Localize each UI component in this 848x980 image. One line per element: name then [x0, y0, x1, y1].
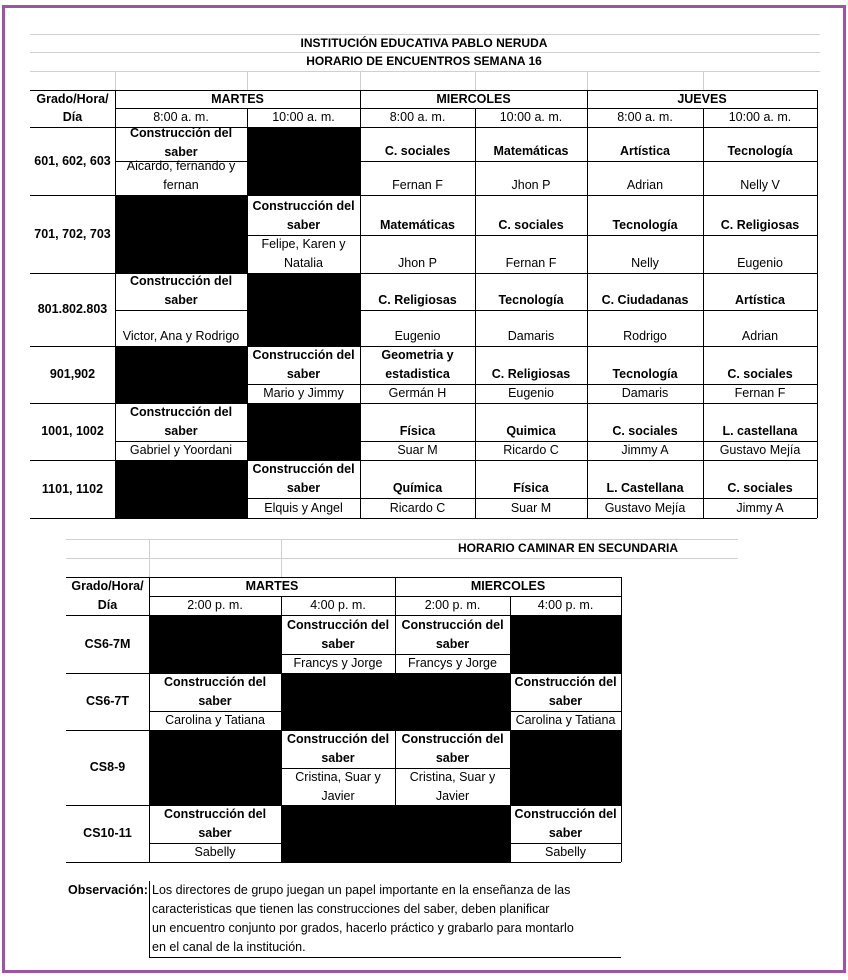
teacher-cell: Damaris: [621, 386, 669, 400]
subject-cell: L. Castellana: [606, 481, 684, 495]
teacher-cell: Ricardo C: [389, 500, 446, 515]
subject-cell: C. Religiosas: [378, 293, 457, 307]
blocked-cell: [115, 195, 247, 273]
teacher-cell: Adrian: [741, 329, 779, 343]
subject-cell: Artística: [734, 293, 786, 307]
time-header: 8:00 a. m.: [617, 110, 673, 124]
subject-cell: Construcción del saber: [252, 199, 355, 232]
sheet-gridline: [360, 71, 361, 90]
subject-cell: C. sociales: [384, 144, 451, 158]
grade-label: CS8-9: [89, 760, 126, 774]
subject-cell: Construcción del saber: [514, 675, 617, 708]
sheet-gridline: [703, 71, 704, 90]
secundaria-title: HORARIO CAMINAR EN SECUNDARIA: [457, 541, 678, 555]
table-border: [149, 957, 621, 958]
teacher-cell: Fernan F: [505, 256, 557, 270]
subject-cell: Matemáticas: [379, 218, 456, 232]
sheet-gridline: [587, 71, 588, 90]
teacher-cell: Cristina, Suar y Javier: [409, 769, 496, 803]
subject-cell: C. Religiosas: [491, 367, 571, 381]
observation-line: un encuentro conjunto por grados, hacerlo práctico y grabarlo para montarlo: [152, 921, 574, 935]
teacher-cell: Francys y Jorge: [408, 656, 497, 670]
teacher-cell: Elquis y Angel: [264, 500, 343, 515]
time-header: 10:00 a. m.: [272, 110, 335, 124]
time-header: 8:00 a. m.: [389, 110, 446, 124]
sheet-gridline: [30, 71, 820, 72]
teacher-cell: Eugenio: [508, 386, 554, 400]
observation-line: Los directores de grupo juegan un papel importante en la enseñanza de las: [152, 883, 571, 897]
subject-cell: L. castellana: [722, 424, 798, 438]
subject-cell: Tecnología: [612, 367, 678, 381]
teacher-cell: Suar M: [397, 443, 438, 457]
time-header: 2:00 p. m.: [424, 598, 481, 612]
table-border: [115, 235, 817, 236]
time-header: 4:00 p. m.: [310, 598, 366, 612]
teacher-cell: Fernan F: [734, 386, 786, 400]
teacher-cell: Victor, Ana y Rodrigo: [122, 329, 240, 343]
time-header: 8:00 a. m.: [153, 110, 209, 124]
corner-header-line1: Grado/Hora/: [36, 91, 109, 106]
subject-cell: Construcción del saber: [163, 807, 267, 840]
grade-label: 701, 702, 703: [34, 226, 111, 241]
teacher-cell: Rodrigo: [623, 329, 667, 343]
day-header-jueves: JUEVES: [677, 91, 727, 106]
blocked-cell: [149, 615, 281, 673]
subject-cell: Matemáticas: [493, 144, 569, 158]
observation-line: caracteristicas que tienen las construcciones del saber, deben planificar: [152, 902, 550, 916]
teacher-cell: Nelly: [631, 256, 659, 270]
teacher-cell: Gabriel y Yoordani: [129, 443, 233, 457]
grade-label: CS10-11: [83, 826, 132, 840]
teacher-cell: Eugenio: [394, 329, 441, 343]
subject-cell: Tecnología: [612, 218, 678, 232]
subject-cell: Construcción del saber: [401, 617, 504, 651]
teacher-cell: Ricardo C: [503, 443, 559, 457]
teacher-cell: Jimmy A: [736, 500, 784, 515]
teacher-cell: Jhon P: [511, 178, 551, 192]
grade-label: 1101, 1102: [41, 481, 104, 496]
teacher-cell: Jimmy A: [621, 443, 669, 457]
table-border: [817, 90, 818, 518]
teacher-cell: Carolina y Tatiana: [165, 713, 265, 727]
subject-cell: C. Religiosas: [720, 218, 800, 232]
subject-cell: C. sociales: [498, 218, 564, 232]
subject-cell: Construcción del saber: [514, 807, 617, 840]
corner-header-line2: Día: [62, 110, 83, 124]
teacher-cell: Francys y Jorge: [293, 656, 383, 670]
subject-cell: Artística: [619, 144, 671, 158]
time-header: 10:00 a. m.: [728, 110, 792, 124]
subject-cell: Construcción del saber: [129, 125, 233, 159]
observation-line: en el canal de la institución.: [152, 940, 306, 954]
table-border: [395, 577, 396, 862]
teacher-cell: Mario y Jimmy: [263, 386, 344, 400]
teacher-cell: Germán H: [388, 386, 447, 400]
blocked-cell: [510, 615, 621, 673]
grade-label: 601, 602, 603: [34, 153, 111, 168]
teacher-cell: Gustavo Mejía: [604, 500, 686, 515]
teacher-cell: Gustavo Mejía: [719, 443, 801, 457]
time-header: 10:00 a. m.: [499, 110, 563, 124]
subject-cell: Construcción del saber: [129, 405, 233, 438]
table-border: [30, 518, 817, 519]
subject-cell: Física: [399, 424, 436, 438]
table-border: [281, 596, 282, 862]
subject-cell: Construcción del saber: [129, 274, 233, 307]
time-header: 4:00 p. m.: [537, 598, 594, 612]
grade-label: CS6-7M: [84, 636, 131, 651]
table-border: [621, 577, 622, 862]
blocked-cell: [247, 403, 360, 460]
teacher-cell: Aicardo, fernando y fernan: [126, 159, 236, 192]
subject-cell: C. Ciudadanas: [601, 293, 689, 307]
day-header-martes: MARTES: [245, 579, 299, 593]
corner-header-line2: Día: [97, 598, 118, 612]
subject-cell: Construcción del saber: [252, 348, 355, 381]
corner-header-line1: Grado/Hora/: [71, 579, 144, 593]
observation-label: Observación:: [68, 883, 148, 897]
subject-cell: Construcción del saber: [286, 617, 390, 651]
subject-cell: Construcción del saber: [252, 462, 355, 495]
sheet-gridline: [66, 558, 738, 559]
subject-cell: Quimica: [506, 424, 556, 438]
time-header: 2:00 p. m.: [187, 598, 243, 612]
day-header-miercoles: MIERCOLES: [470, 579, 546, 593]
blocked-cell: [115, 346, 247, 403]
subject-cell: Construcción del saber: [401, 732, 504, 765]
table-border: [30, 460, 817, 461]
teacher-cell: Carolina y Tatiana: [515, 713, 616, 727]
grade-label: 801.802.803: [37, 302, 108, 316]
teacher-cell: Nelly V: [740, 178, 780, 192]
blocked-cell: [115, 460, 247, 518]
grade-label: 901,902: [49, 367, 96, 381]
teacher-cell: Eugenio: [737, 256, 783, 270]
subject-cell: C. sociales: [612, 424, 678, 438]
subject-cell: Tecnología: [727, 144, 793, 158]
sheet-gridline: [475, 71, 476, 90]
teacher-cell: Suar M: [510, 500, 552, 515]
subject-cell: C. sociales: [727, 481, 793, 495]
subject-cell: Construcción del saber: [163, 675, 267, 708]
teacher-cell: Fernan F: [392, 178, 443, 192]
grade-label: CS6-7T: [85, 694, 130, 708]
teacher-cell: Felipe, Karen y Natalia: [261, 237, 346, 270]
sheet-gridline: [115, 71, 116, 90]
subject-cell: Física: [513, 481, 549, 495]
teacher-cell: Sabelly: [545, 845, 586, 859]
sheet-gridline: [247, 71, 248, 90]
table-border: [30, 195, 817, 196]
table-border: [66, 862, 621, 863]
teacher-cell: Sabelly: [194, 845, 236, 859]
day-header-miercoles: MIERCOLES: [436, 91, 511, 106]
day-header-martes: MARTES: [211, 91, 264, 106]
subject-cell: C. sociales: [727, 367, 793, 381]
table-border: [149, 881, 150, 957]
table-border: [247, 108, 248, 518]
teacher-cell: Damaris: [507, 329, 555, 343]
grade-label: 1001, 1002: [41, 424, 104, 438]
subject-cell: Química: [392, 481, 443, 495]
subject-cell: Construcción del saber: [286, 732, 390, 765]
observation-text: [152, 881, 622, 957]
teacher-cell: Jhon P: [398, 256, 437, 270]
institution-title: INSTITUCIÓN EDUCATIVA PABLO NERUDA: [300, 36, 548, 50]
teacher-cell: Cristina, Suar y Javier: [295, 769, 381, 803]
table-border: [115, 310, 817, 311]
schedule-title: HORARIO DE ENCUENTROS SEMANA 16: [306, 54, 542, 68]
teacher-cell: Adrian: [626, 178, 664, 192]
subject-cell: Tecnología: [498, 293, 564, 307]
subject-cell: Geometria y estadistica: [381, 348, 454, 381]
